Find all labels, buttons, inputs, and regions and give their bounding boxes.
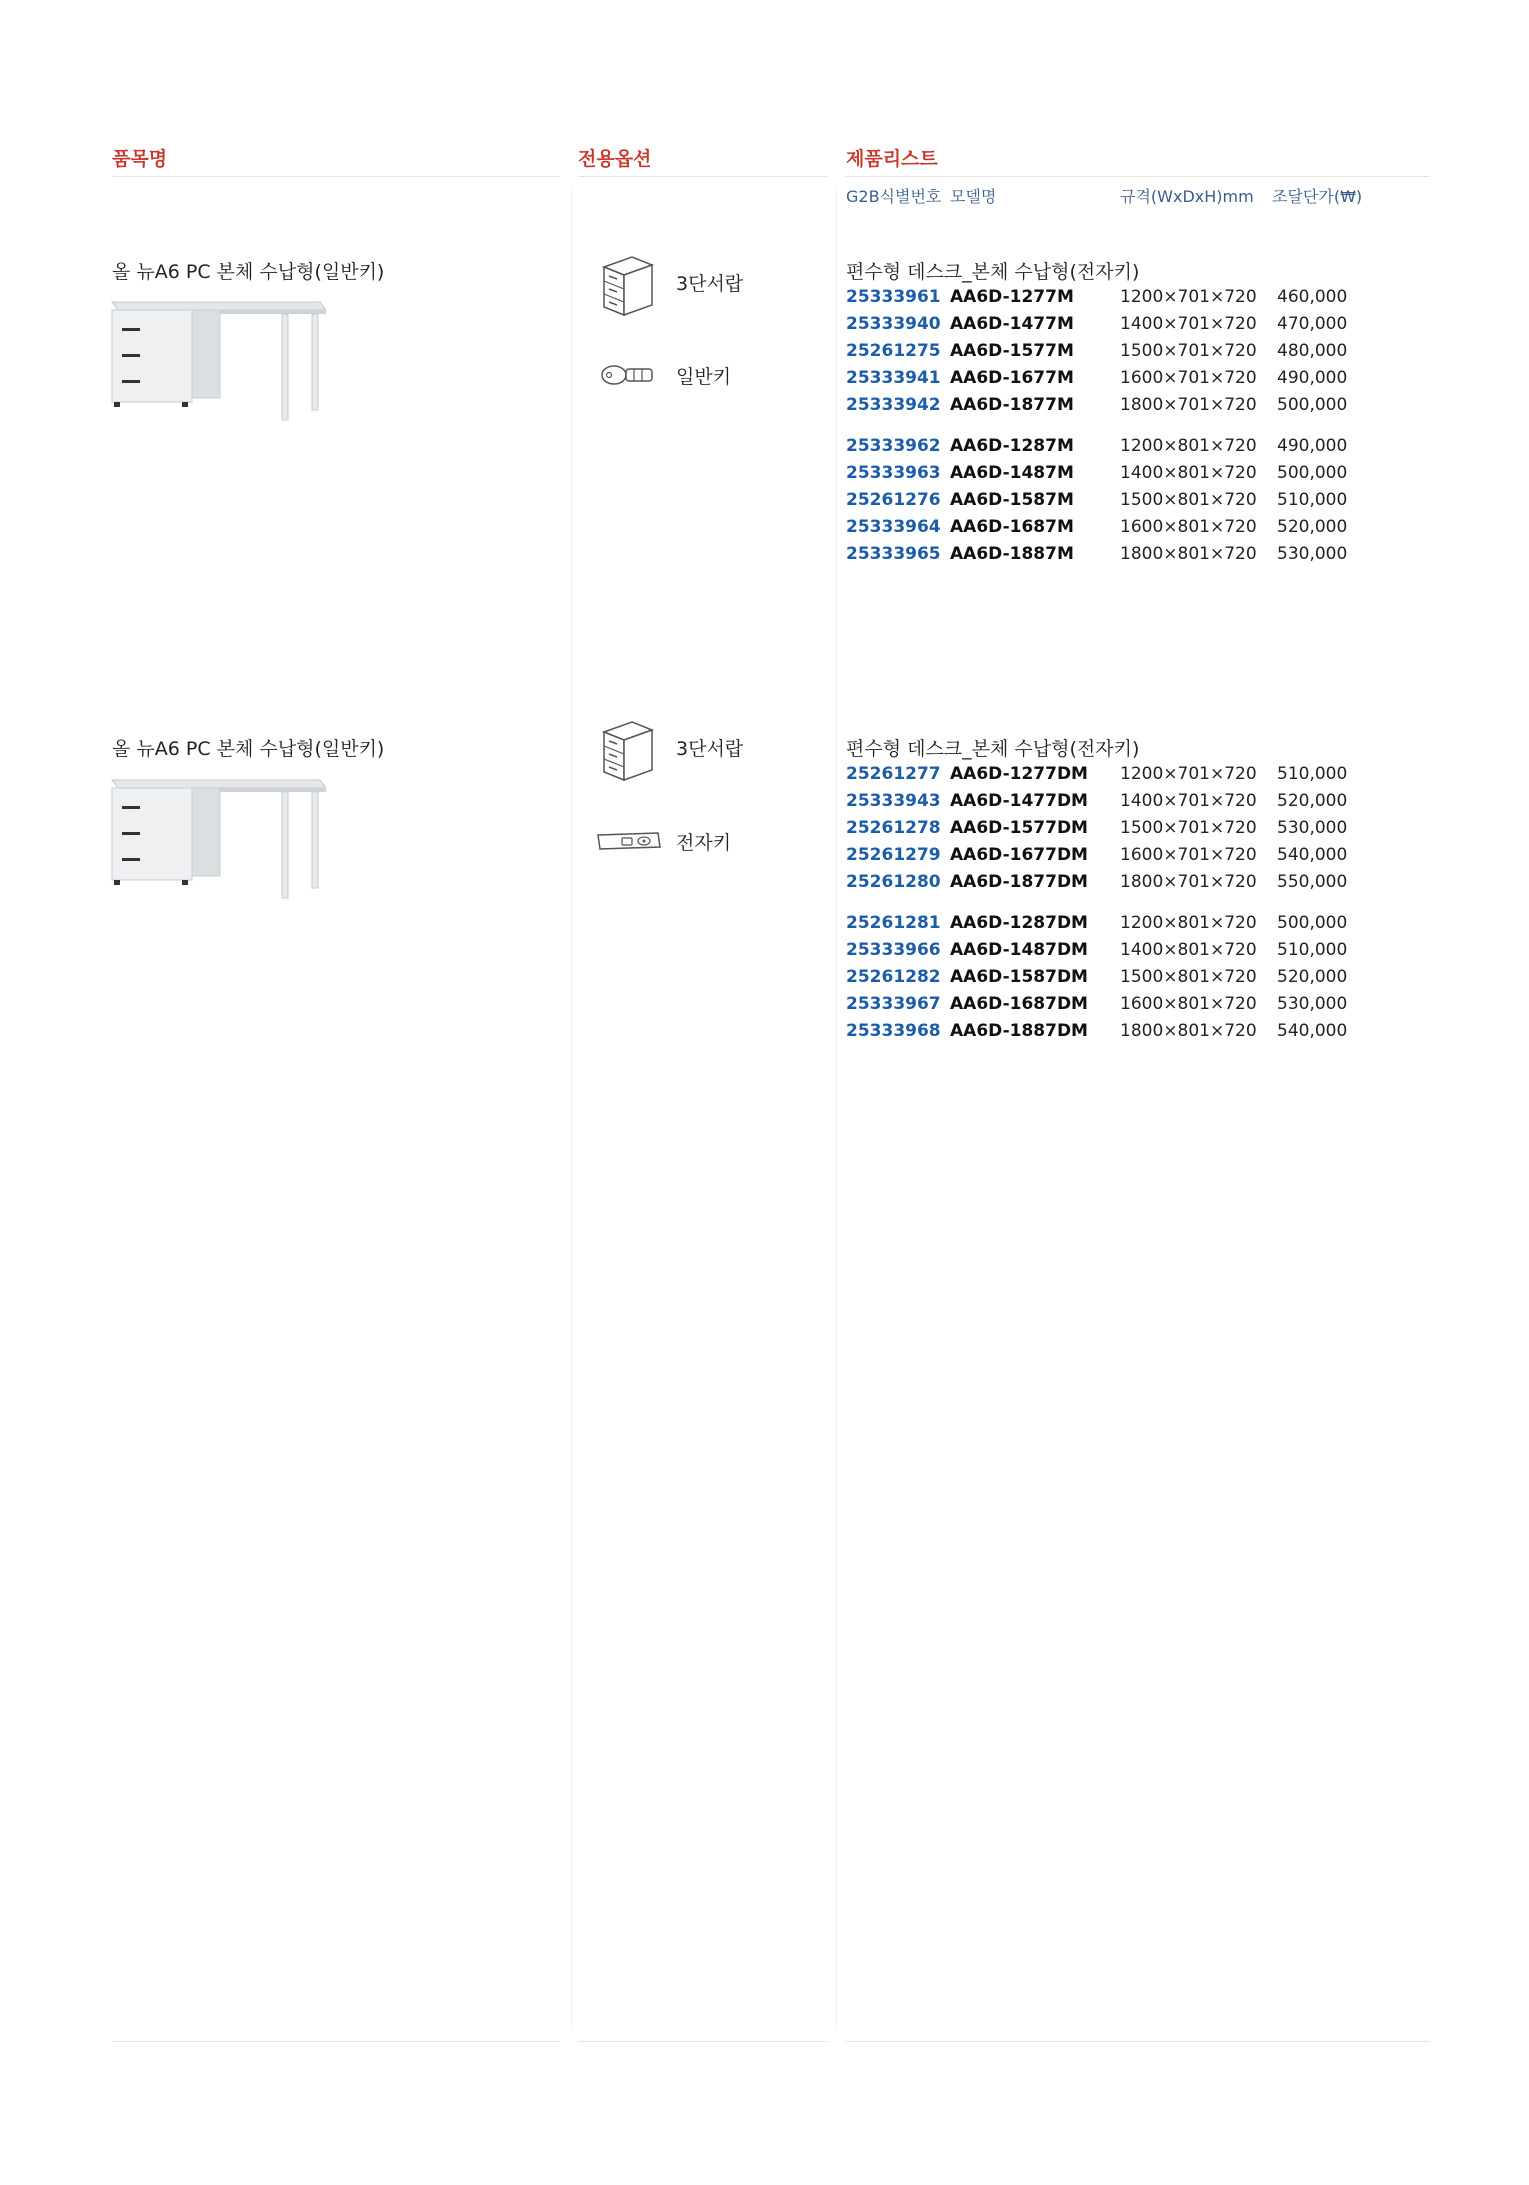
table-row xyxy=(846,818,1406,842)
table-row xyxy=(846,940,1406,964)
spec: 1800×701×720 xyxy=(1120,395,1257,415)
model-code: AA6D-1587M xyxy=(950,490,1074,510)
column-divider xyxy=(571,190,572,2030)
model-code: AA6D-1687DM xyxy=(950,994,1088,1014)
table-row xyxy=(846,368,1406,392)
table-row xyxy=(846,1021,1406,1045)
g2b-id: 25333941 xyxy=(846,368,941,388)
spec: 1200×701×720 xyxy=(1120,764,1257,784)
spec: 1400×801×720 xyxy=(1120,940,1257,960)
model-code: AA6D-1587DM xyxy=(950,967,1088,987)
option-label: 일반키 xyxy=(676,366,732,388)
model-code: AA6D-1487DM xyxy=(950,940,1088,960)
g2b-id: 25333967 xyxy=(846,994,941,1014)
price: 500,000 xyxy=(1277,395,1348,415)
product-group-title: 편수형 데스크_본체 수납형(전자키) xyxy=(846,738,1140,760)
desk-image xyxy=(110,770,326,900)
g2b-id: 25333942 xyxy=(846,395,941,415)
model-code: AA6D-1887M xyxy=(950,544,1074,564)
g2b-id: 25333940 xyxy=(846,314,941,334)
price: 530,000 xyxy=(1277,818,1348,838)
model-code: AA6D-1287M xyxy=(950,436,1074,456)
drawer-pedestal-icon xyxy=(600,720,656,782)
column-header-model: 모델명 xyxy=(950,187,997,206)
table-row xyxy=(846,845,1406,869)
table-row xyxy=(846,341,1406,365)
spec: 1800×701×720 xyxy=(1120,872,1257,892)
g2b-id: 25333968 xyxy=(846,1021,941,1041)
column-header-price: 조달단가(₩) xyxy=(1272,187,1363,206)
g2b-id: 25333961 xyxy=(846,287,941,307)
table-row xyxy=(846,791,1406,815)
drawer-pedestal-icon xyxy=(600,255,656,317)
product-group-title: 편수형 데스크_본체 수납형(전자키) xyxy=(846,261,1140,283)
g2b-id: 25261275 xyxy=(846,341,941,361)
price: 510,000 xyxy=(1277,940,1348,960)
spec: 1400×701×720 xyxy=(1120,791,1257,811)
g2b-id: 25261279 xyxy=(846,845,941,865)
price: 500,000 xyxy=(1277,913,1348,933)
desk-image xyxy=(110,292,326,422)
g2b-id: 25333963 xyxy=(846,463,941,483)
model-code: AA6D-1477DM xyxy=(950,791,1088,811)
price: 520,000 xyxy=(1277,791,1348,811)
g2b-id: 25261282 xyxy=(846,967,941,987)
model-code: AA6D-1687M xyxy=(950,517,1074,537)
model-code: AA6D-1577M xyxy=(950,341,1074,361)
price: 530,000 xyxy=(1277,544,1348,564)
spec: 1200×801×720 xyxy=(1120,913,1257,933)
spec: 1400×701×720 xyxy=(1120,314,1257,334)
table-row xyxy=(846,395,1406,419)
model-code: AA6D-1277DM xyxy=(950,764,1088,784)
spec: 1500×801×720 xyxy=(1120,967,1257,987)
table-row xyxy=(846,287,1406,311)
spec: 1500×701×720 xyxy=(1120,818,1257,838)
table-row xyxy=(846,913,1406,937)
price: 520,000 xyxy=(1277,967,1348,987)
header-divider xyxy=(112,176,560,177)
price: 500,000 xyxy=(1277,463,1348,483)
table-row xyxy=(846,517,1406,541)
model-code: AA6D-1877DM xyxy=(950,872,1088,892)
table-row xyxy=(846,764,1406,788)
option-label: 3단서랍 xyxy=(676,738,744,760)
header-product-list: 제품리스트 xyxy=(846,148,938,170)
spec: 1800×801×720 xyxy=(1120,544,1257,564)
table-row xyxy=(846,463,1406,487)
g2b-id: 25333962 xyxy=(846,436,941,456)
product-name: 올 뉴A6 PC 본체 수납형(일반키) xyxy=(112,261,385,283)
product-name: 올 뉴A6 PC 본체 수납형(일반키) xyxy=(112,738,385,760)
spec: 1500×701×720 xyxy=(1120,341,1257,361)
column-header-spec: 규격(WxDxH)mm xyxy=(1120,187,1254,206)
header-divider xyxy=(578,176,828,177)
column-header-g2b-id: G2B식별번호 xyxy=(846,187,942,206)
price: 460,000 xyxy=(1277,287,1348,307)
footer-divider xyxy=(112,2041,560,2042)
table-row xyxy=(846,490,1406,514)
spec: 1500×801×720 xyxy=(1120,490,1257,510)
spec: 1400×801×720 xyxy=(1120,463,1257,483)
price: 510,000 xyxy=(1277,490,1348,510)
column-divider xyxy=(836,190,837,2030)
spec: 1800×801×720 xyxy=(1120,1021,1257,1041)
model-code: AA6D-1887DM xyxy=(950,1021,1088,1041)
option-label: 전자키 xyxy=(676,832,732,854)
price: 550,000 xyxy=(1277,872,1348,892)
model-code: AA6D-1877M xyxy=(950,395,1074,415)
model-code: AA6D-1287DM xyxy=(950,913,1088,933)
table-row xyxy=(846,872,1406,896)
table-row xyxy=(846,436,1406,460)
g2b-id: 25333964 xyxy=(846,517,941,537)
g2b-id: 25261280 xyxy=(846,872,941,892)
model-code: AA6D-1477M xyxy=(950,314,1074,334)
model-code: AA6D-1577DM xyxy=(950,818,1088,838)
spec: 1600×801×720 xyxy=(1120,994,1257,1014)
g2b-id: 25261277 xyxy=(846,764,941,784)
model-code: AA6D-1677DM xyxy=(950,845,1088,865)
price: 530,000 xyxy=(1277,994,1348,1014)
footer-divider xyxy=(846,2041,1430,2042)
price: 490,000 xyxy=(1277,436,1348,456)
spec: 1600×701×720 xyxy=(1120,368,1257,388)
table-row xyxy=(846,544,1406,568)
g2b-id: 25333966 xyxy=(846,940,941,960)
price: 520,000 xyxy=(1277,517,1348,537)
electronic-lock-icon xyxy=(596,830,662,852)
header-divider xyxy=(846,176,1430,177)
g2b-id: 25261278 xyxy=(846,818,941,838)
option-label: 3단서랍 xyxy=(676,273,744,295)
table-row xyxy=(846,314,1406,338)
price: 490,000 xyxy=(1277,368,1348,388)
price: 470,000 xyxy=(1277,314,1348,334)
model-code: AA6D-1277M xyxy=(950,287,1074,307)
g2b-id: 25333943 xyxy=(846,791,941,811)
spec: 1600×701×720 xyxy=(1120,845,1257,865)
price: 540,000 xyxy=(1277,845,1348,865)
header-product-name: 품목명 xyxy=(112,148,168,170)
table-row xyxy=(846,994,1406,1018)
header-options: 전용옵션 xyxy=(578,148,652,170)
price: 510,000 xyxy=(1277,764,1348,784)
price: 540,000 xyxy=(1277,1021,1348,1041)
price: 480,000 xyxy=(1277,341,1348,361)
spec: 1600×801×720 xyxy=(1120,517,1257,537)
model-code: AA6D-1487M xyxy=(950,463,1074,483)
g2b-id: 25333965 xyxy=(846,544,941,564)
footer-divider xyxy=(578,2041,828,2042)
model-code: AA6D-1677M xyxy=(950,368,1074,388)
key-icon xyxy=(600,362,656,388)
spec: 1200×701×720 xyxy=(1120,287,1257,307)
g2b-id: 25261276 xyxy=(846,490,941,510)
g2b-id: 25261281 xyxy=(846,913,941,933)
spec: 1200×801×720 xyxy=(1120,436,1257,456)
table-row xyxy=(846,967,1406,991)
